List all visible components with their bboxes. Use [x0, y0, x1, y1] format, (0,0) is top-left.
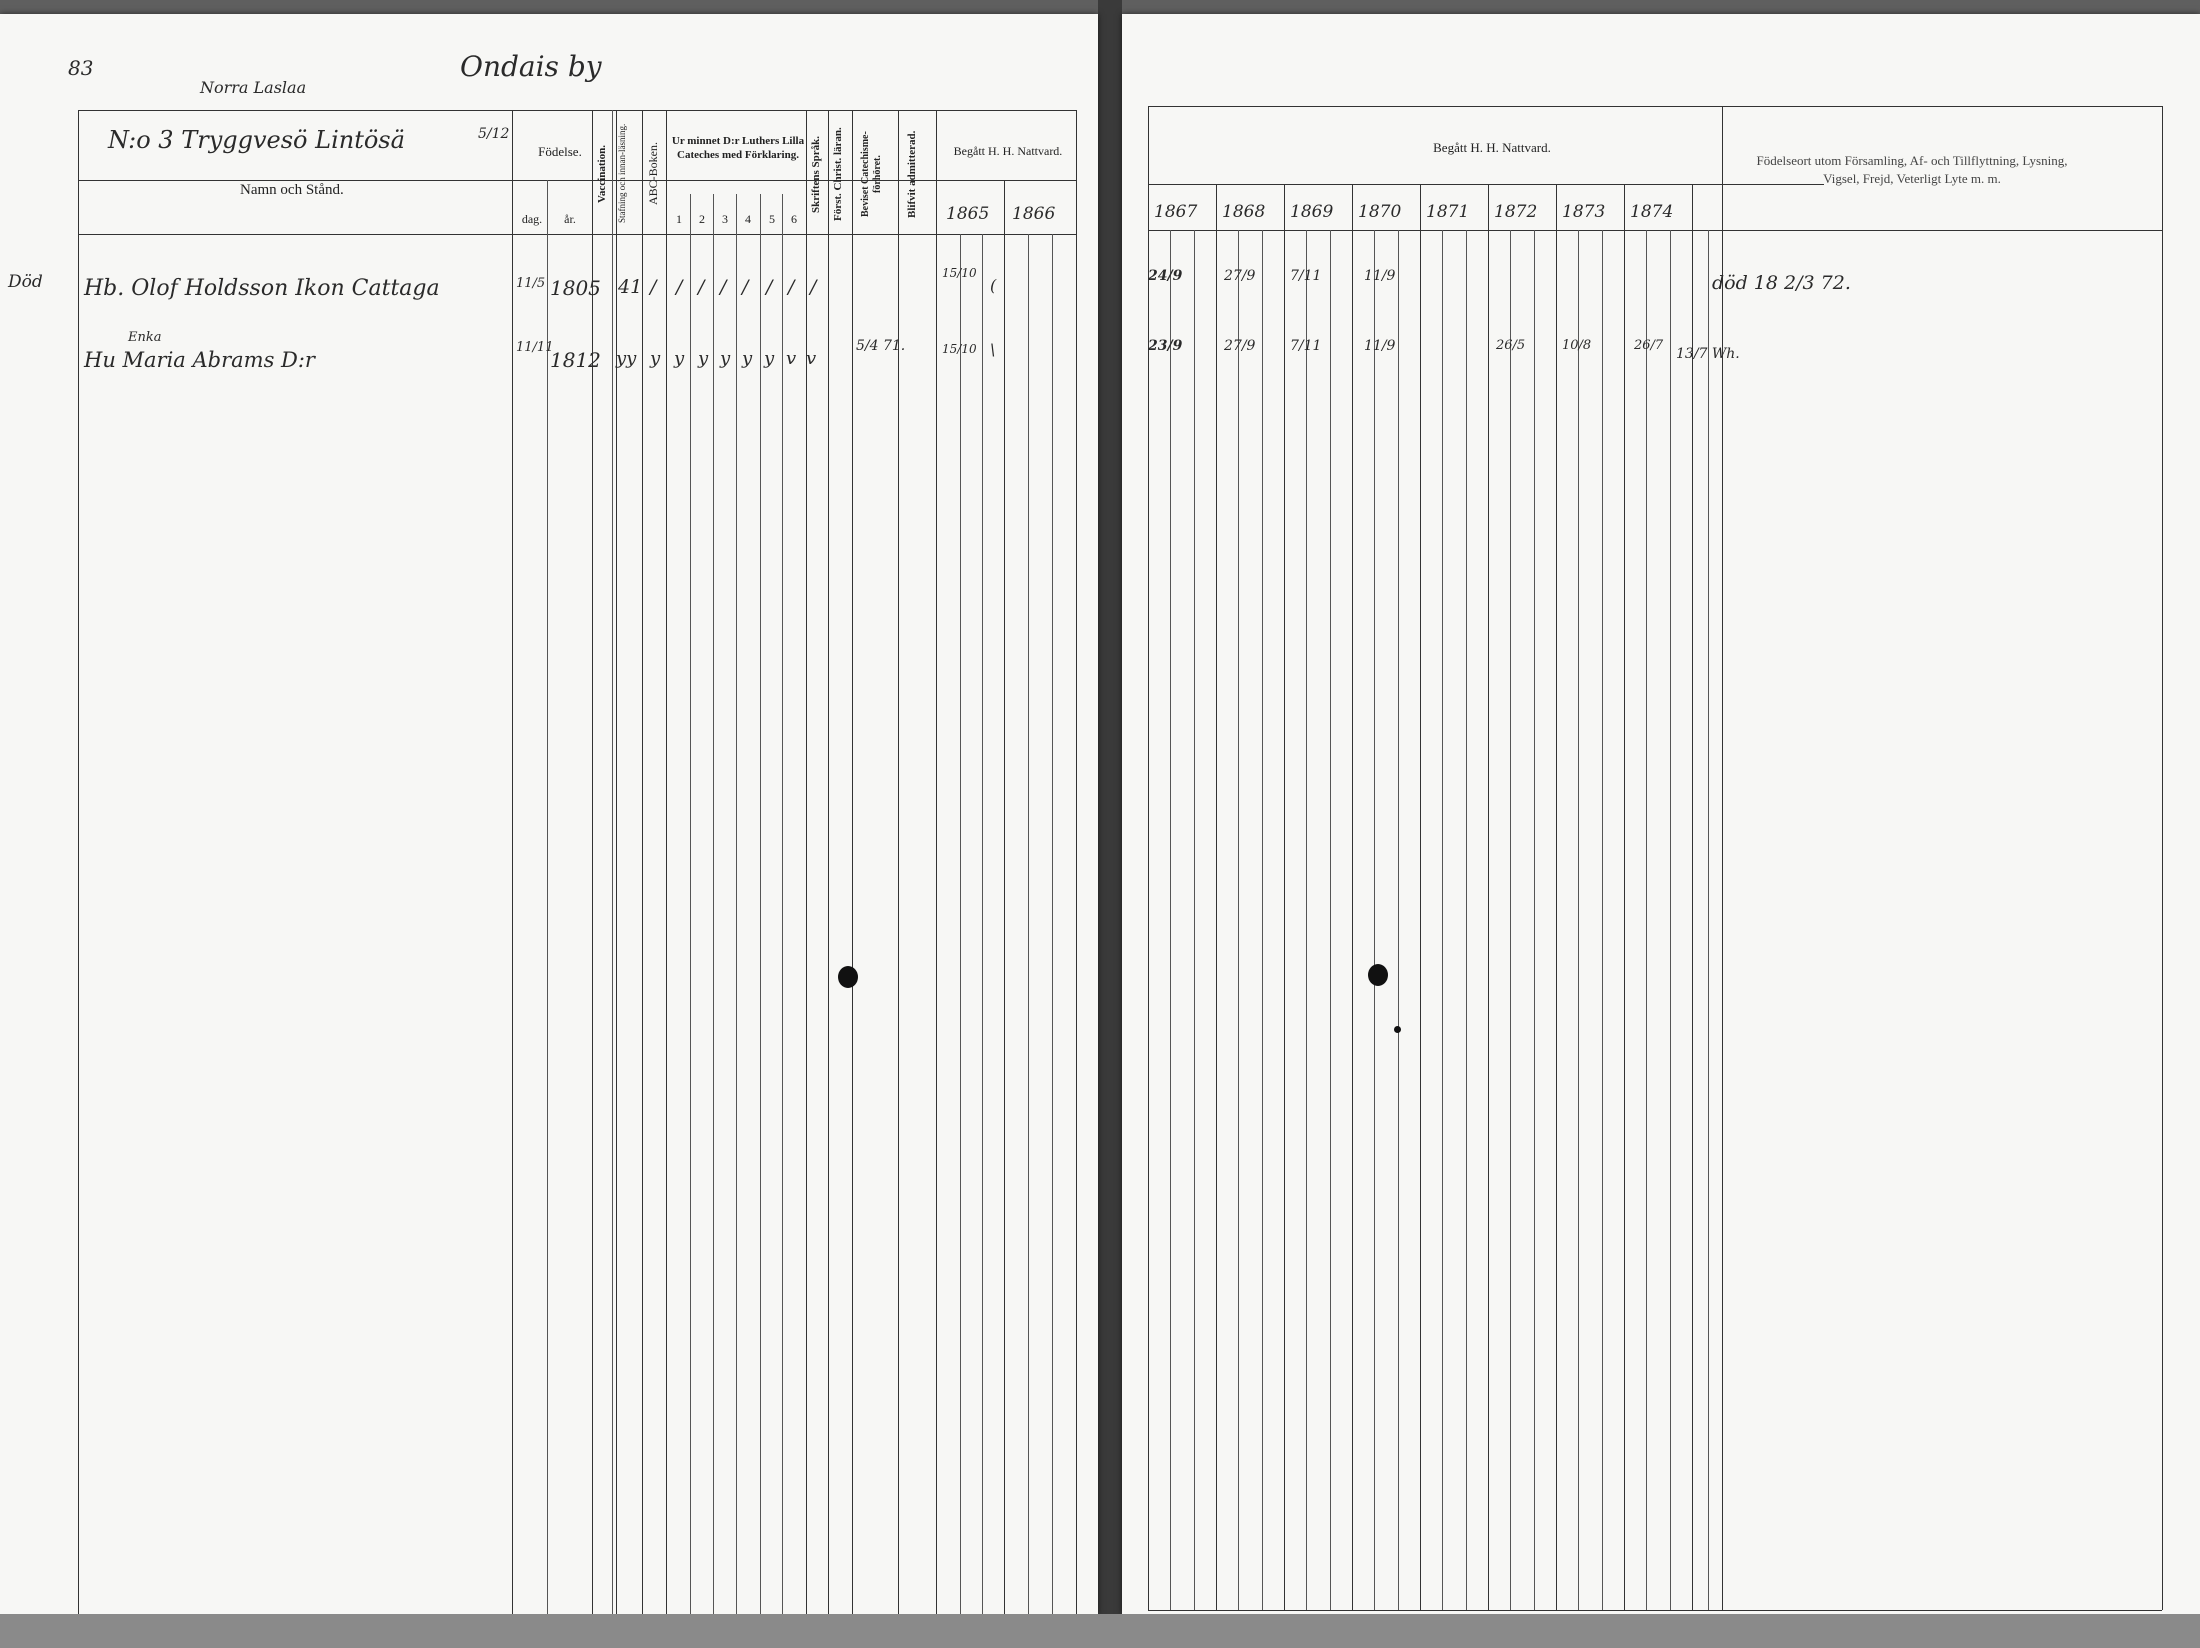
col-line	[736, 194, 737, 1614]
col-line	[1670, 230, 1671, 1610]
col-line	[1722, 106, 1723, 1610]
page-number: 83	[68, 56, 94, 80]
col-line	[1534, 230, 1535, 1610]
fodelse-header: Födelse.	[538, 144, 582, 159]
year-1873: 1873	[1562, 202, 1606, 222]
row1-notes: död 18 2/3 72.	[1712, 272, 1851, 294]
row2-nattvard-1865: 15/10	[942, 342, 977, 356]
cat-col-5: 5	[769, 212, 775, 226]
household-heading: N:o 3 Tryggvesö Lintösä	[108, 126, 405, 154]
catechism-header: Ur minnet D:r Luthers Lilla Cateches med Förklaring.	[671, 135, 805, 161]
col-line	[898, 110, 899, 1614]
col-line	[512, 110, 513, 1614]
row2-mark: y	[650, 348, 661, 369]
year-1870: 1870	[1358, 202, 1402, 222]
row1-mark: /	[766, 276, 773, 298]
col-line	[1076, 110, 1077, 1614]
col-line	[828, 110, 829, 1614]
row2-1873: 10/8	[1562, 338, 1592, 353]
row2-1869: 7/11	[1290, 338, 1322, 354]
col-line	[592, 110, 593, 1614]
row1-name: Hb. Olof Holdsson Ikon Cattaga	[84, 276, 440, 301]
col-line	[1602, 230, 1603, 1610]
row2-mark: y	[742, 348, 753, 369]
namn-och-stand-header: Namn och Stånd.	[240, 182, 344, 198]
col-line	[852, 110, 853, 1614]
col-line	[1352, 184, 1353, 1610]
subheader-rule	[78, 180, 1076, 181]
col-line	[1488, 184, 1489, 1610]
col-line	[1052, 234, 1053, 1614]
col-line	[960, 234, 961, 1614]
col-line	[78, 110, 79, 1614]
row2-mark: yy	[616, 348, 637, 369]
row1-mark: /	[742, 276, 749, 298]
nattvard-header-right: Begått H. H. Nattvard.	[1433, 140, 1551, 155]
col-line	[713, 194, 714, 1614]
col-line	[1510, 230, 1511, 1610]
row2-nattvard-1866: \	[990, 340, 996, 359]
row1-mark: /	[788, 276, 795, 298]
year-1869: 1869	[1290, 202, 1334, 222]
ink-speck	[1394, 1026, 1401, 1033]
row2-1870: 11/9	[1364, 338, 1396, 354]
col-line	[1646, 230, 1647, 1610]
col-line	[1708, 230, 1709, 1610]
notes-header: Födelseort utom Församling, Af- och Tillflyttning, Lysning, Vigsel, Frejd, Veterligt Lyte m. m.	[1756, 153, 2068, 186]
row2-mark: y	[764, 348, 775, 369]
row1-mark: /	[698, 276, 705, 298]
beviset-header: Beviset Catechisme-förhöret.	[860, 131, 883, 217]
year-1872: 1872	[1494, 202, 1538, 222]
year-1867: 1867	[1154, 202, 1198, 222]
scan-bottom-edge	[0, 1614, 2200, 1648]
row1-1867: 24/9	[1148, 268, 1183, 284]
col-line	[1466, 230, 1467, 1610]
table-top-rule	[78, 110, 1076, 111]
year-1874: 1874	[1630, 202, 1674, 222]
row1-1868: 27/9	[1224, 268, 1256, 284]
col-line	[690, 194, 691, 1614]
row2-1868: 27/9	[1224, 338, 1256, 354]
col-line	[1442, 230, 1443, 1610]
col-line	[547, 180, 548, 1614]
nattvard-header-left: Begått H. H. Nattvard.	[953, 144, 1063, 158]
row2-mark: v	[786, 348, 797, 369]
row1-mark: /	[676, 276, 683, 298]
cat-col-1: 1	[676, 212, 682, 226]
col-line	[936, 110, 937, 1614]
household-note: 5/12	[478, 126, 510, 142]
abc-header: ABC-Boken.	[646, 142, 660, 206]
dag-header: dag.	[521, 212, 543, 226]
col-line	[982, 234, 983, 1614]
row2-prefix: Enka	[128, 330, 162, 345]
row1-1870: 11/9	[1364, 268, 1396, 284]
col-line	[1374, 230, 1375, 1610]
row1-nattvard-1865: 15/10	[942, 266, 977, 280]
col-line	[1148, 106, 1149, 1610]
year-1866: 1866	[1012, 204, 1056, 224]
col-line	[1578, 230, 1579, 1610]
col-line	[2162, 106, 2163, 1610]
row1-dag: 11/5	[516, 276, 546, 291]
col-line	[1556, 184, 1557, 1610]
year-1868: 1868	[1222, 202, 1266, 222]
row2-ar: 1812	[550, 348, 601, 372]
col-line	[760, 194, 761, 1614]
ar-header: år.	[564, 212, 576, 226]
row2-mark: y	[720, 348, 731, 369]
cat-col-4: 4	[745, 212, 751, 226]
village-name: Ondais by	[460, 50, 602, 83]
left-page	[0, 14, 1098, 1614]
row2-dag: 11/11	[516, 340, 554, 355]
year-1871: 1871	[1426, 202, 1470, 222]
col-line	[1028, 234, 1029, 1614]
row2-1867: 23/9	[1148, 338, 1183, 354]
col-line	[1194, 230, 1195, 1610]
row2-notes: 13/7 Wh.	[1676, 346, 1740, 362]
col-line	[1262, 230, 1263, 1610]
row1-mark: 41	[618, 276, 643, 298]
row2-beviset: 5/4 71.	[856, 338, 906, 354]
book-gutter	[1098, 0, 1122, 1648]
col-line	[1330, 230, 1331, 1610]
stafning-header: Stafning och innan-läsning.	[617, 123, 627, 223]
skriftens-sprak-header: Skriftens Språk.	[810, 135, 822, 213]
col-line	[782, 194, 783, 1614]
col-line	[1624, 184, 1625, 1610]
row2-mark: y	[698, 348, 709, 369]
col-line	[616, 110, 617, 1614]
right-page	[1122, 14, 2200, 1614]
col-line	[806, 110, 807, 1614]
table-top-rule	[1148, 106, 2162, 107]
col-line	[1692, 184, 1693, 1610]
row2-name: Hu Maria Abrams D:r	[84, 348, 315, 372]
cat-col-6: 6	[791, 212, 797, 226]
margin-note-dod: Död	[8, 272, 43, 292]
row1-mark: /	[720, 276, 727, 298]
row1-ar: 1805	[550, 276, 601, 300]
table-bottom-rule	[1148, 1610, 2162, 1611]
col-line	[1238, 230, 1239, 1610]
cat-col-2: 2	[699, 212, 705, 226]
row1-nattvard-1866: (	[990, 276, 997, 295]
ink-blot	[838, 966, 858, 988]
ink-blot	[1368, 964, 1388, 986]
row1-mark: /	[810, 276, 817, 298]
col-line	[666, 110, 667, 1614]
col-line	[1398, 230, 1399, 1610]
row2-mark: v	[806, 348, 817, 369]
sub-place: Norra Laslaa	[200, 78, 307, 97]
row1-1869: 7/11	[1290, 268, 1322, 284]
row2-1872: 26/5	[1496, 338, 1526, 353]
col-line	[1306, 230, 1307, 1610]
col-line	[1170, 230, 1171, 1610]
admitterad-header: Blifvit admitterad.	[906, 130, 918, 218]
header-bottom-rule	[78, 234, 1076, 235]
header-bottom-rule	[1148, 230, 2162, 231]
row2-mark: y	[674, 348, 685, 369]
year-1865: 1865	[946, 204, 990, 224]
col-line	[612, 110, 613, 1614]
cat-col-3: 3	[722, 212, 728, 226]
col-line	[642, 110, 643, 1614]
vaccination-header: Vaccination.	[596, 145, 608, 203]
row1-mark: /	[650, 276, 657, 298]
col-line	[1284, 184, 1285, 1610]
row2-1874: 26/7	[1634, 338, 1664, 353]
col-line	[1004, 180, 1005, 1614]
forst-christ-header: Först. Christ. läran.	[832, 127, 844, 221]
col-line	[1216, 184, 1217, 1610]
col-line	[1420, 184, 1421, 1610]
